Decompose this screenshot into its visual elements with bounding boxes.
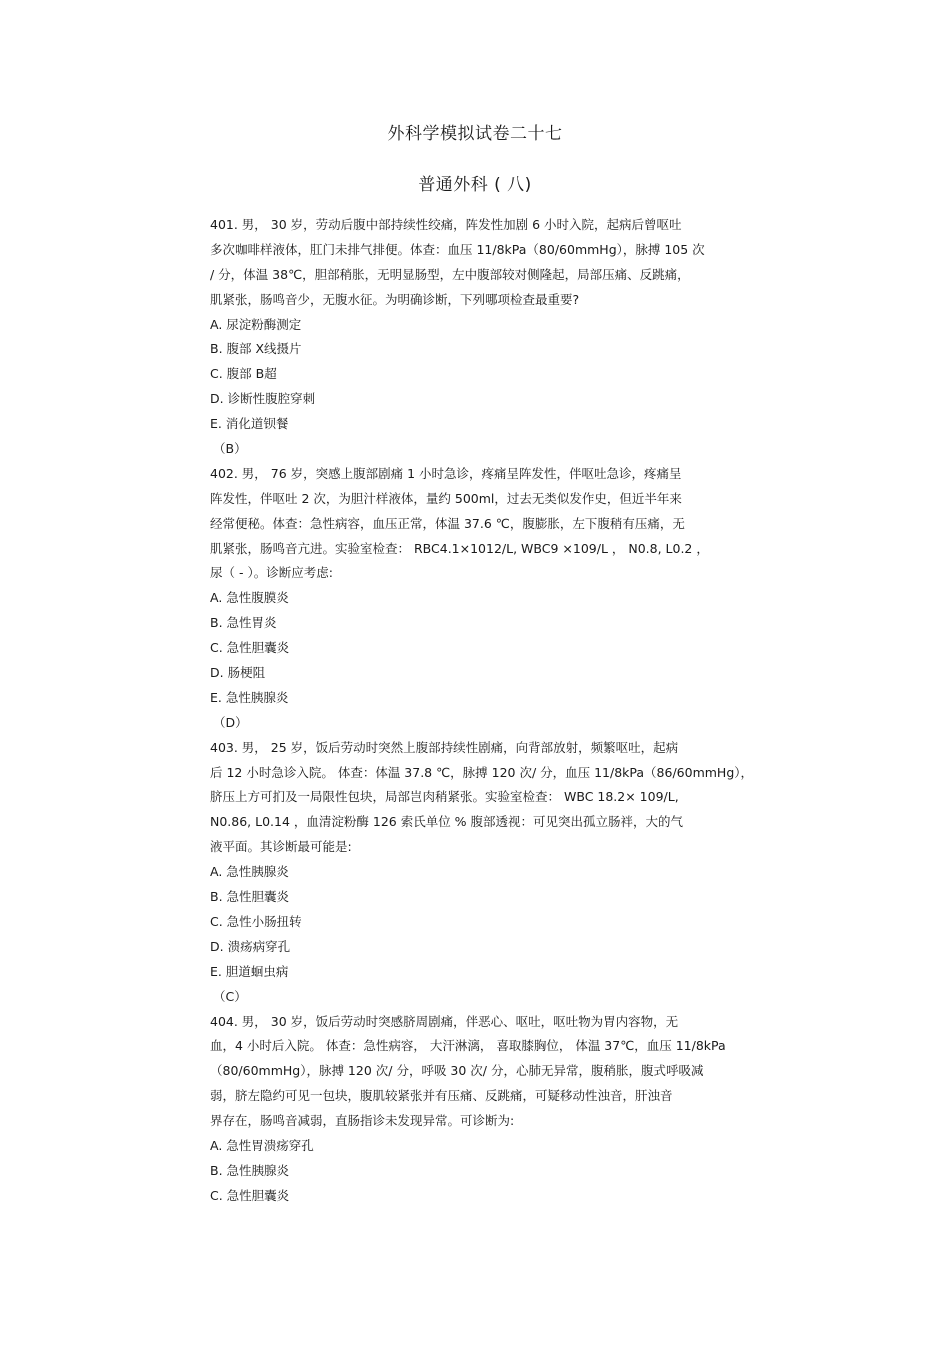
- question-stem-line: 404. 男， 30 岁，饭后劳动时突感脐周剧痛，伴恶心、呕吐，呕吐物为胃内容物，无: [210, 1013, 679, 1029]
- question-stem-line: 后 12 小时急诊入院。 体查：体温 37.8 ℃，脉搏 120 次/ 分，血压 11/8kPa（86/60mmHg），: [210, 764, 754, 780]
- answer-key: （D）: [213, 714, 248, 730]
- question-stem-line: 401. 男， 30 岁，劳动后腹中部持续性绞痛，阵发性加剧 6 小时入院，起病后曾呕吐: [210, 217, 682, 232]
- answer-option: A. 急性胰腺炎: [210, 864, 289, 880]
- answer-key: （B）: [213, 441, 247, 457]
- question-block: [210, 1010, 770, 1209]
- answer-option: E. 急性胰腺炎: [210, 689, 289, 705]
- answer-option: D. 诊断性腹腔穿刺: [210, 391, 316, 407]
- questions-body: [210, 213, 770, 1209]
- answer-option: B. 急性胃炎: [210, 615, 277, 631]
- answer-option: C. 急性小肠扭转: [210, 913, 302, 929]
- question-block: [210, 736, 770, 1010]
- question-stem-line: 肌紧张，肠鸣音亢进。实验室检查： RBC4.1×1012/L, WBC9 ×109/L ， N0.8, L0.2 ，: [210, 540, 709, 556]
- question-block: [210, 462, 770, 736]
- question-stem-line: （80/60mmHg），脉搏 120 次/ 分，呼吸 30 次/ 分，心肺无异常，腹稍胀，腹式呼吸减: [210, 1063, 704, 1079]
- question-stem-line: 403. 男， 25 岁，饭后劳动时突然上腹部持续性剧痛，向背部放射，频繁呕吐，起病: [210, 739, 679, 755]
- answer-option: B. 急性胰腺炎: [210, 1162, 290, 1178]
- question-block: [210, 213, 770, 462]
- answer-option: A. 尿淀粉酶测定: [210, 316, 302, 332]
- question-stem-line: / 分，体温 38℃，胆部稍胀，无明显肠型，左中腹部较对侧隆起，局部压痛、反跳痛，: [210, 266, 690, 282]
- answer-option: D. 肠梗阻: [210, 665, 266, 681]
- answer-option: E. 胆道蛔虫病: [210, 963, 289, 979]
- question-stem-line: 液平面。其诊断最可能是:: [210, 839, 352, 855]
- answer-option: A. 急性胃溃疡穿孔: [210, 1137, 314, 1153]
- answer-option: A. 急性腹膜炎: [210, 590, 289, 606]
- document-subtitle: 普通外科 ( 八): [418, 175, 532, 195]
- question-stem-line: 肌紧张，肠鸣音少，无腹水征。为明确诊断，下列哪项检查最重要?: [210, 291, 580, 307]
- question-stem-line: N0.86, L0.14 ，血清淀粉酶 126 索氏单位 % 腹部透视：可见突出孤立肠袢，大的气: [210, 814, 684, 830]
- question-stem-line: 阵发性，伴呕吐 2 次，为胆汁样液体，量约 500ml，过去无类似发作史，但近半年来: [210, 490, 682, 506]
- document-title: 外科学模拟试卷二十七: [387, 124, 563, 144]
- question-stem-line: 脐压上方可扪及一局限性包块，局部岂肉稍紧张。实验室检查： WBC 18.2× 109/L,: [210, 789, 679, 805]
- question-stem-line: 402. 男， 76 岁，突感上腹部剧痛 1 小时急诊，疼痛呈阵发性，伴呕吐急诊，疼痛呈: [210, 465, 682, 481]
- question-stem-line: 尿（ - ）。诊断应考虑:: [210, 565, 333, 581]
- question-stem-line: 血，4 小时后入院。 体查：急性病容， 大汗淋漓， 喜取膝胸位， 体温 37℃，血压 11/8kPa: [210, 1038, 726, 1054]
- question-stem-line: 经常便秘。体查：急性病容，血压正常，体温 37.6 ℃，腹膨胀，左下腹稍有压痛，无: [210, 515, 685, 531]
- answer-option: D. 溃疡病穿孔: [210, 938, 291, 954]
- question-stem-line: 多次咖啡样液体，肛门未排气排便。体查：血压 11/8kPa（80/60mmHg），脉搏 105 次: [210, 241, 705, 257]
- answer-option: C. 急性胆囊炎: [210, 1187, 290, 1203]
- answer-option: B. 急性胆囊炎: [210, 889, 290, 905]
- answer-option: C. 急性胆囊炎: [210, 640, 290, 656]
- answer-option: B. 腹部 X线摄片: [210, 341, 302, 357]
- answer-key: （C）: [213, 988, 247, 1004]
- answer-option: C. 腹部 B超: [210, 366, 277, 382]
- answer-option: E. 消化道钡餐: [210, 416, 289, 432]
- question-stem-line: 界存在，肠鸣音减弱，直肠指诊未发现异常。可诊断为:: [210, 1113, 515, 1129]
- question-stem-line: 弱，脐左隐约可见一包块，腹肌较紧张并有压痛、反跳痛，可疑移动性浊音，肝浊音: [210, 1088, 673, 1104]
